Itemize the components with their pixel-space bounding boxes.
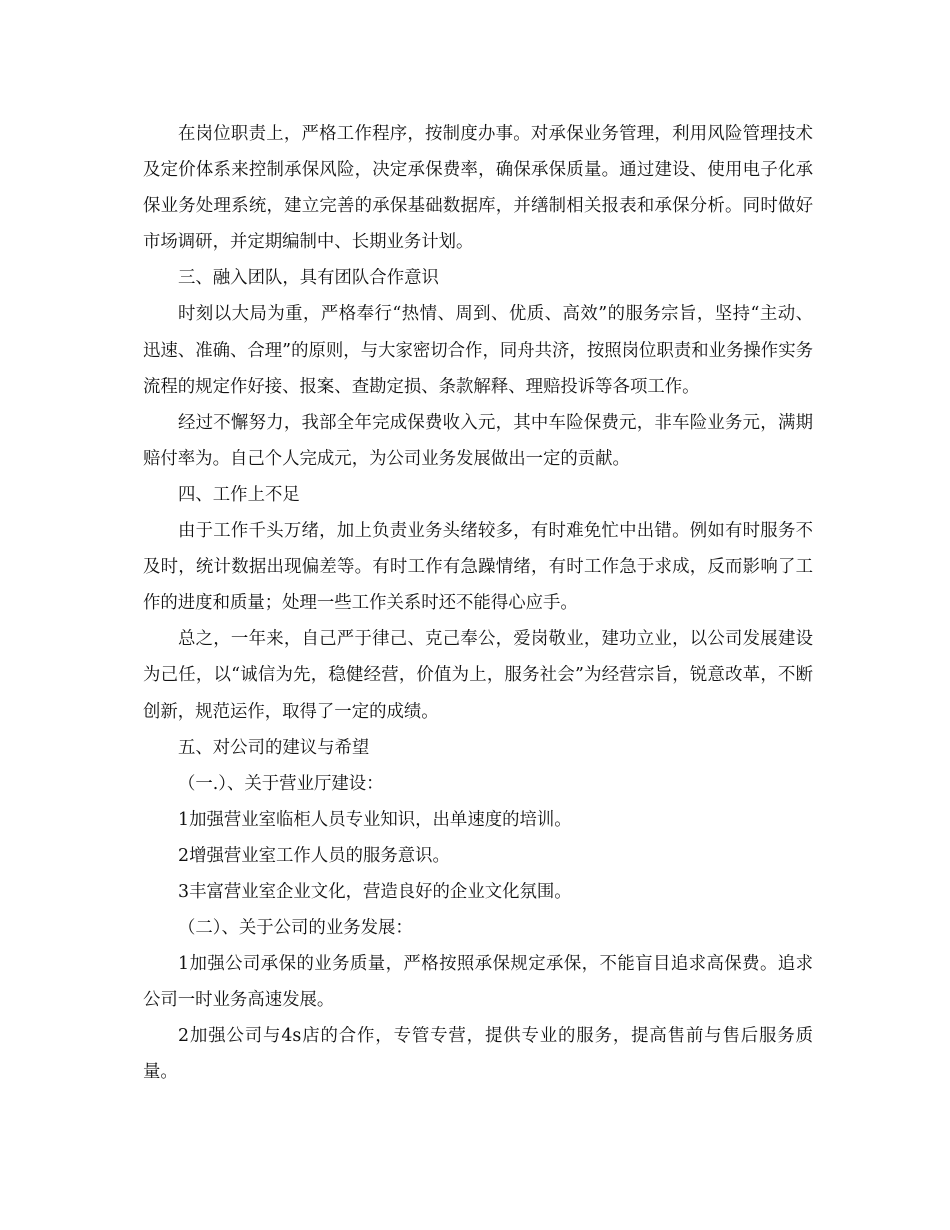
subheading-business-development: （二）、关于公司的业务发展： bbox=[178, 918, 413, 939]
section-heading-shortcomings: 四、工作上不足 bbox=[178, 484, 300, 505]
list-item-dev-2: 2加强公司与4s店的合作，专管专营，提供专业的服务，提高售前与售后服务质量。 bbox=[143, 1026, 813, 1083]
paragraph-summary: 总之，一年来，自己严于律己、克己奉公，爱岗敬业，建功立业，以公司发展建设为己任，以“诚信为先，稳健经营，价值为上，服务社会”为经营宗旨，锐意改革，不断创新，规范运作，取得了一定的成绩。 bbox=[143, 629, 813, 722]
list-item-hall-1: 1加强营业室临柜人员专业知识，出单速度的培训。 bbox=[178, 809, 572, 830]
list-item-hall-3: 3丰富营业室企业文化，营造良好的企业文化氛围。 bbox=[178, 881, 572, 902]
document-body bbox=[143, 116, 813, 1091]
paragraph-teamwork: 时刻以大局为重，严格奉行“热情、周到、优质、高效”的服务宗旨，坚持“主动、迅速、准确、合理”的原则，与大家密切合作，同舟共济，按照岗位职责和业务操作实务流程的规定作好接、报案、查勘定损、条款解释、理赔投诉等各项工作。 bbox=[143, 304, 813, 397]
section-heading-teamwork: 三、融入团队，具有团队合作意识 bbox=[178, 268, 439, 289]
list-item-dev-1: 1加强公司承保的业务质量，严格按照承保规定承保，不能盲目追求高保费。追求公司一时业务高速发展。 bbox=[143, 954, 813, 1011]
list-item-hall-2: 2增强营业室工作人员的服务意识。 bbox=[178, 845, 450, 866]
paragraph-results: 经过不懈努力，我部全年完成保费收入元，其中车险保费元，非车险业务元，满期赔付率为。自己个人完成元，为公司业务发展做出一定的贡献。 bbox=[143, 412, 813, 469]
paragraph-job-duties: 在岗位职责上，严格工作程序，按制度办事。对承保业务管理，利用风险管理技术及定价体系来控制承保风险，决定承保费率，确保承保质量。通过建设、使用电子化承保业务处理系统，建立完善的承保基础数据库，并缮制相关报表和承保分析。同时做好市场调研，并定期编制中、长期业务计划。 bbox=[143, 124, 813, 253]
subheading-business-hall: （一.）、关于营业厅建设： bbox=[178, 773, 384, 794]
section-heading-suggestions: 五、对公司的建议与希望 bbox=[178, 737, 370, 758]
paragraph-shortcomings: 由于工作千头万绪，加上负责业务头绪较多，有时难免忙中出错。例如有时服务不及时，统计数据出现偏差等。有时工作有急躁情绪，有时工作急于求成，反而影响了工作的进度和质量；处理一些工作关系时还不能得心应手。 bbox=[143, 521, 813, 614]
